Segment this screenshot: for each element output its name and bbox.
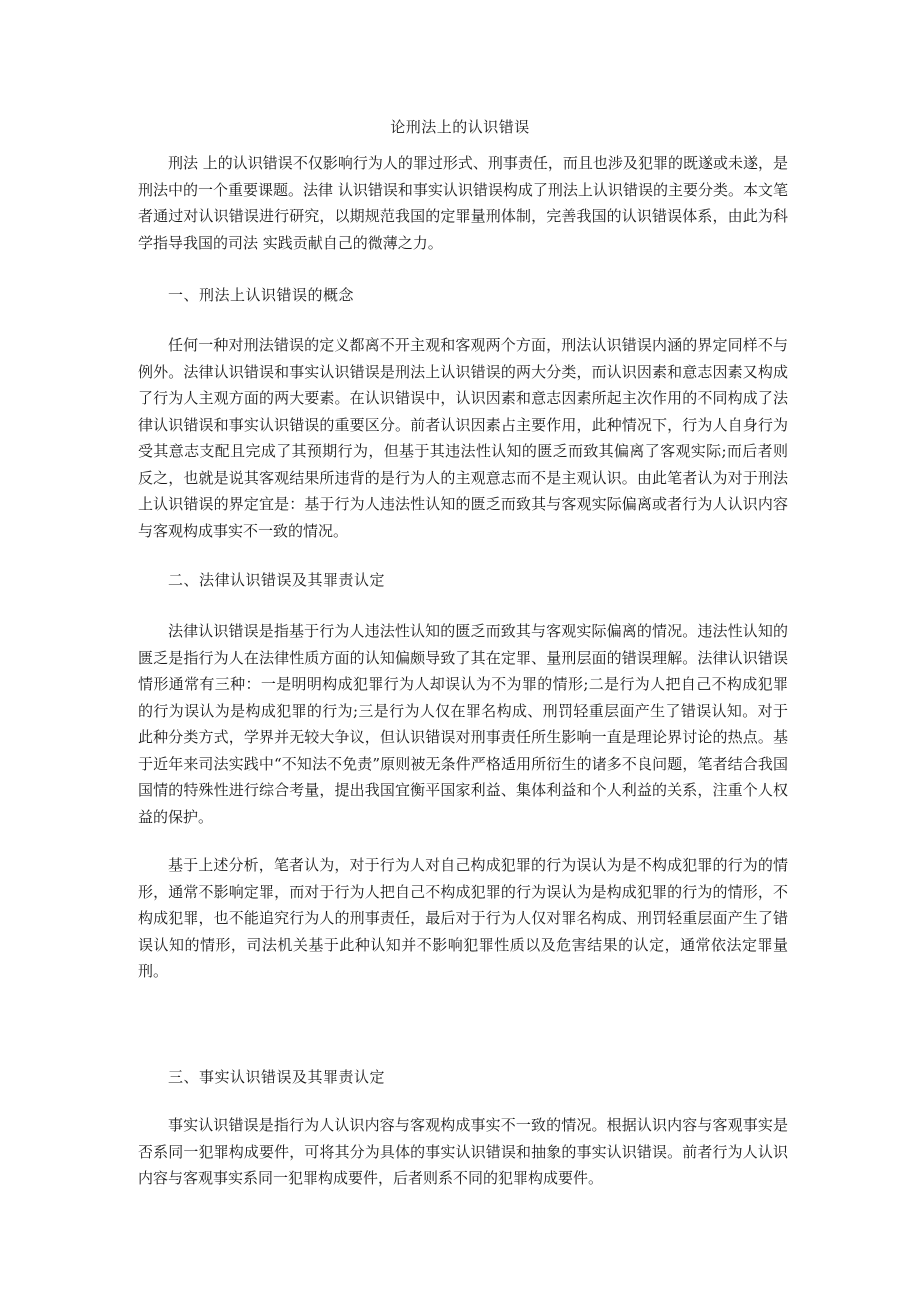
document-title: 论刑法上的认识错误 — [390, 118, 530, 136]
section-3-heading: 三、事实认识错误及其罪责认定 — [168, 1068, 386, 1086]
section-3-paragraph-1: 事实认识错误是指行为人认识内容与客观构成事实不一致的情况。根据认识内容与客观事实是否系同一犯罪构成要件，可将其分为具体的事实认识错误和抽象的事实认识错误。前者行为人认识内容与客观事实系同一犯罪构成要件，后者则系不同的犯罪构成要件。 — [138, 1116, 788, 1187]
section-2-paragraph-2: 基于上述分析，笔者认为，对于行为人对自己构成犯罪的行为误认为是不构成犯罪的行为的情形，通常不影响定罪，而对于行为人把自己不构成犯罪的行为误认为是构成犯罪的行为的情形，不构成犯罪，也不能追究行为人的刑事责任，最后对于行为人仅对罪名构成、刑罚轻重层面产生了错误认知的情形，司法机关基于此种认知并不影响犯罪性质以及危害结果的认定，通常依法定罪量刑。 — [138, 856, 788, 980]
intro-paragraph: 刑法 上的认识错误不仅影响行为人的罪过形式、刑事责任，而且也涉及犯罪的既遂或未遂，是刑法中的一个重要课题。法律 认识错误和事实认识错误构成了刑法上认识错误的主要分类。本文笔者通过对认识错误进行研究，以期规范我国的定罪量刑体制，完善我国的认识错误体系，由此为科学指导我国的司法 实践贡献自己的微薄之力。 — [138, 154, 788, 252]
section-2-paragraph-1: 法律认识错误是指基于行为人违法性认知的匮乏而致其与客观实际偏离的情况。违法性认知的匮乏是指行为人在法律性质方面的认知偏颇导致了其在定罪、量刑层面的错误理解。法律认识错误情形通常有三种：一是明明构成犯罪行为人却误认为不为罪的情形;二是行为人把自己不构成犯罪的行为误认为是构成犯罪的行为;三是行为人仅在罪名构成、刑罚轻重层面产生了错误认知。对于此种分类方式，学界并无较大争议，但认识错误对刑事责任所生影响一直是理论界讨论的热点。基于近年来司法实践中“不知法不免责”原则被无条件严格适用所衍生的诸多不良问题，笔者结合我国国情的特殊性进行综合考量，提出我国宜衡平国家利益、集体利益和个人利益的关系，注重个人权益的保护。 — [138, 622, 788, 826]
section-2-heading: 二、法律认识错误及其罪责认定 — [168, 571, 386, 589]
section-1-paragraph-1: 任何一种对刑法错误的定义都离不开主观和客观两个方面，刑法认识错误内涵的界定同样不与例外。法律认识错误和事实认识错误是刑法上认识错误的两大分类，而认识因素和意志因素又构成了行为人主观方面的两大要素。在认识错误中，认识因素和意志因素所起主次作用的不同构成了法律认识错误和事实认识错误的重要区分。前者认识因素占主要作用，此种情况下，行为人自身行为受其意志支配且完成了其预期行为，但基于其违法性认知的匮乏而致其偏离了客观实际;而后者则反之，也就是说其客观结果所违背的是行为人的主观意志而不是主观认识。由此笔者认为对于刑法上认识错误的界定宜是：基于行为人违法性认知的匮乏而致其与客观实际偏离或者行为人认识内容与客观构成事实不一致的情况。 — [138, 336, 788, 540]
section-1-heading: 一、刑法上认识错误的概念 — [168, 286, 355, 304]
